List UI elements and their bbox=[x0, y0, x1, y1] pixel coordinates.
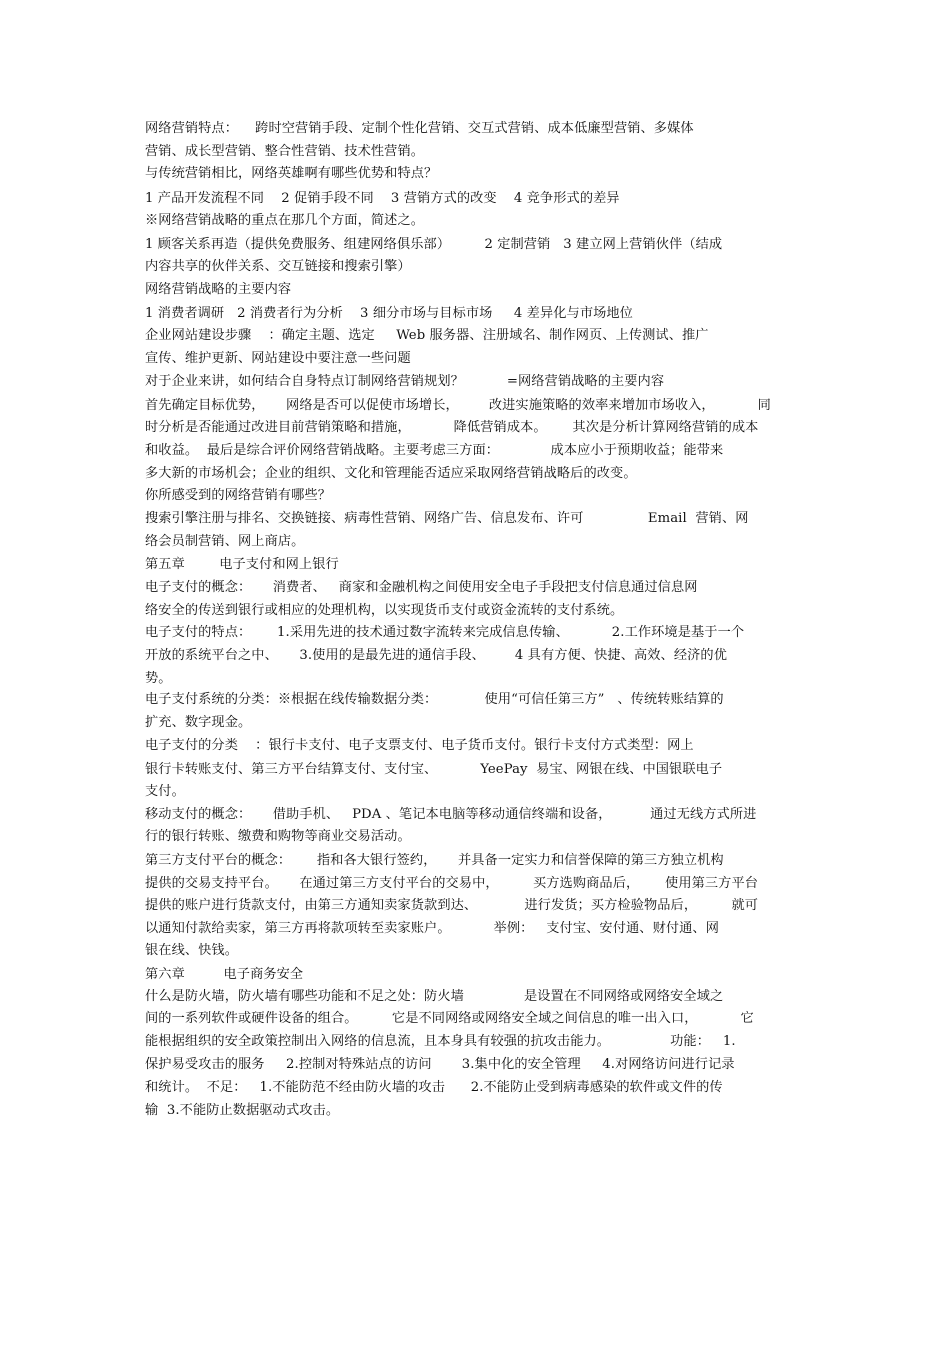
text-line: 输 3.不能防止数据驱动式攻击。 bbox=[145, 1103, 340, 1118]
text-line: 银在线、快钱。 bbox=[145, 943, 239, 958]
text-line: 以通知付款给卖家，第三方再将款项转至卖家账户。 举例： 支付宝、安付通、财付通、网 bbox=[145, 921, 720, 936]
text-line: 能根据组织的安全政策控制出入网络的信息流，且本身具有较强的抗攻击能力。 功能： 1. bbox=[145, 1034, 736, 1049]
text-line: 宣传、维护更新、网站建设中要注意一些问题 bbox=[145, 351, 411, 366]
text-line: 电子支付的分类 ：银行卡支付、电子支票支付、电子货币支付。银行卡支付方式类型：网上 bbox=[145, 738, 694, 753]
text-line: 与传统营销相比，网络英雄啊有哪些优势和特点？ bbox=[145, 166, 438, 181]
text-line: 1 顾客关系再造（提供免费服务、组建网络俱乐部） 2 定制营销 3 建立网上营销伙伴（结成 bbox=[145, 237, 723, 252]
text-line: 保护易受攻击的服务 2.控制对特殊站点的访问 3.集中化的安全管理 4.对网络访问进行记录 bbox=[145, 1057, 735, 1072]
text-line: 多大新的市场机会；企业的组织、文化和管理能否适应采取网络营销战略后的改变。 bbox=[145, 466, 637, 481]
text-line: 电子支付系统的分类：※根据在线传输数据分类： 使用“可信任第三方” 、传统转账结算的 bbox=[145, 692, 724, 707]
text-line: 网络营销特点： 跨时空营销手段、定制个性化营销、交互式营销、成本低廉型营销、多媒体 bbox=[145, 121, 694, 136]
text-line: 支付。 bbox=[145, 784, 185, 799]
text-line: 1 消费者调研 2 消费者行为分析 3 细分市场与目标市场 4 差异化与市场地位 bbox=[145, 306, 633, 321]
text-line: 络安全的传送到银行或相应的处理机构，以实现货币支付或资金流转的支付系统。 bbox=[145, 603, 624, 618]
text-line: 络会员制营销、网上商店。 bbox=[145, 534, 305, 549]
text-line: 内容共享的伙伴关系、交互链接和搜索引擎） bbox=[145, 259, 411, 274]
text-line: 营销、成长型营销、整合性营销、技术性营销。 bbox=[145, 144, 425, 159]
text-line: 你所感受到的网络营销有哪些？ bbox=[145, 488, 332, 503]
text-line: ※网络营销战略的重点在那几个方面，简述之。 bbox=[145, 213, 425, 228]
text-line: 和收益。 最后是综合评价网络营销战略。主要考虑三方面： 成本应小于预期收益；能带来 bbox=[145, 443, 724, 458]
chapter-heading: 第六章 电子商务安全 bbox=[145, 967, 304, 982]
text-line: 移动支付的概念： 借助手机、 PDA 、笔记本电脑等移动通信终端和设备， 通过无线方式所进 bbox=[145, 807, 757, 822]
text-line: 间的一系列软件或硬件设备的组合。 它是不同网络或网络安全域之间信息的唯一出入口， 它 bbox=[145, 1011, 754, 1026]
text-line: 行的银行转账、缴费和购物等商业交易活动。 bbox=[145, 829, 411, 844]
text-line: 提供的交易支持平台。 在通过第三方支付平台的交易中， 买方选购商品后， 使用第三方平台 bbox=[145, 876, 759, 891]
text-line: 电子支付的概念： 消费者、 商家和金融机构之间使用安全电子手段把支付信息通过信息网 bbox=[145, 580, 698, 595]
text-line: 网络营销战略的主要内容 bbox=[145, 282, 292, 297]
text-line: 势。 bbox=[145, 671, 172, 686]
chapter-heading: 第五章 电子支付和网上银行 bbox=[145, 557, 339, 572]
text-line: 提供的账户进行货款支付，由第三方通知卖家货款到达、 进行发货；买方检验物品后， 就可 bbox=[145, 898, 759, 913]
text-line: 首先确定目标优势， 网络是否可以促使市场增长， 改进实施策略的效率来增加市场收入， 同 bbox=[145, 398, 771, 413]
text-line: 银行卡转账支付、第三方平台结算支付、支付宝、 YeePay 易宝、网银在线、中国银联电子 bbox=[145, 762, 723, 777]
text-line: 电子支付的特点： 1.采用先进的技术通过数字流转来完成信息传输、 2.工作环境是基于一个 bbox=[145, 625, 745, 640]
text-line: 对于企业来讲，如何结合自身特点订制网络营销规划？ =网络营销战略的主要内容 bbox=[145, 374, 665, 389]
text-line: 搜索引擎注册与排名、交换链接、病毒性营销、网络广告、信息发布、许可 Email 营销、网 bbox=[145, 511, 749, 526]
text-line: 什么是防火墙，防火墙有哪些功能和不足之处：防火墙 是设置在不同网络或网络安全域之 bbox=[145, 989, 724, 1004]
text-line: 和统计。 不足： 1.不能防范不经由防火墙的攻击 2.不能防止受到病毒感染的软件或文件的传 bbox=[145, 1080, 723, 1095]
text-line: 开放的系统平台之中、 3.使用的是最先进的通信手段、 4 具有方便、快捷、高效、经济的优 bbox=[145, 648, 727, 663]
text-line: 扩充、数字现金。 bbox=[145, 715, 252, 730]
text-line: 企业网站建设步骤 ：确定主题、选定 Web 服务器、注册域名、制作网页、上传测试、推广 bbox=[145, 328, 709, 343]
text-line: 1 产品开发流程不同 2 促销手段不同 3 营销方式的改变 4 竞争形式的差异 bbox=[145, 191, 620, 206]
text-line: 第三方支付平台的概念： 指和各大银行签约， 并具备一定实力和信誉保障的第三方独立机构 bbox=[145, 853, 724, 868]
text-line: 时分析是否能通过改进目前营销策略和措施， 降低营销成本。 其次是分析计算网络营销的成本 bbox=[145, 420, 759, 435]
